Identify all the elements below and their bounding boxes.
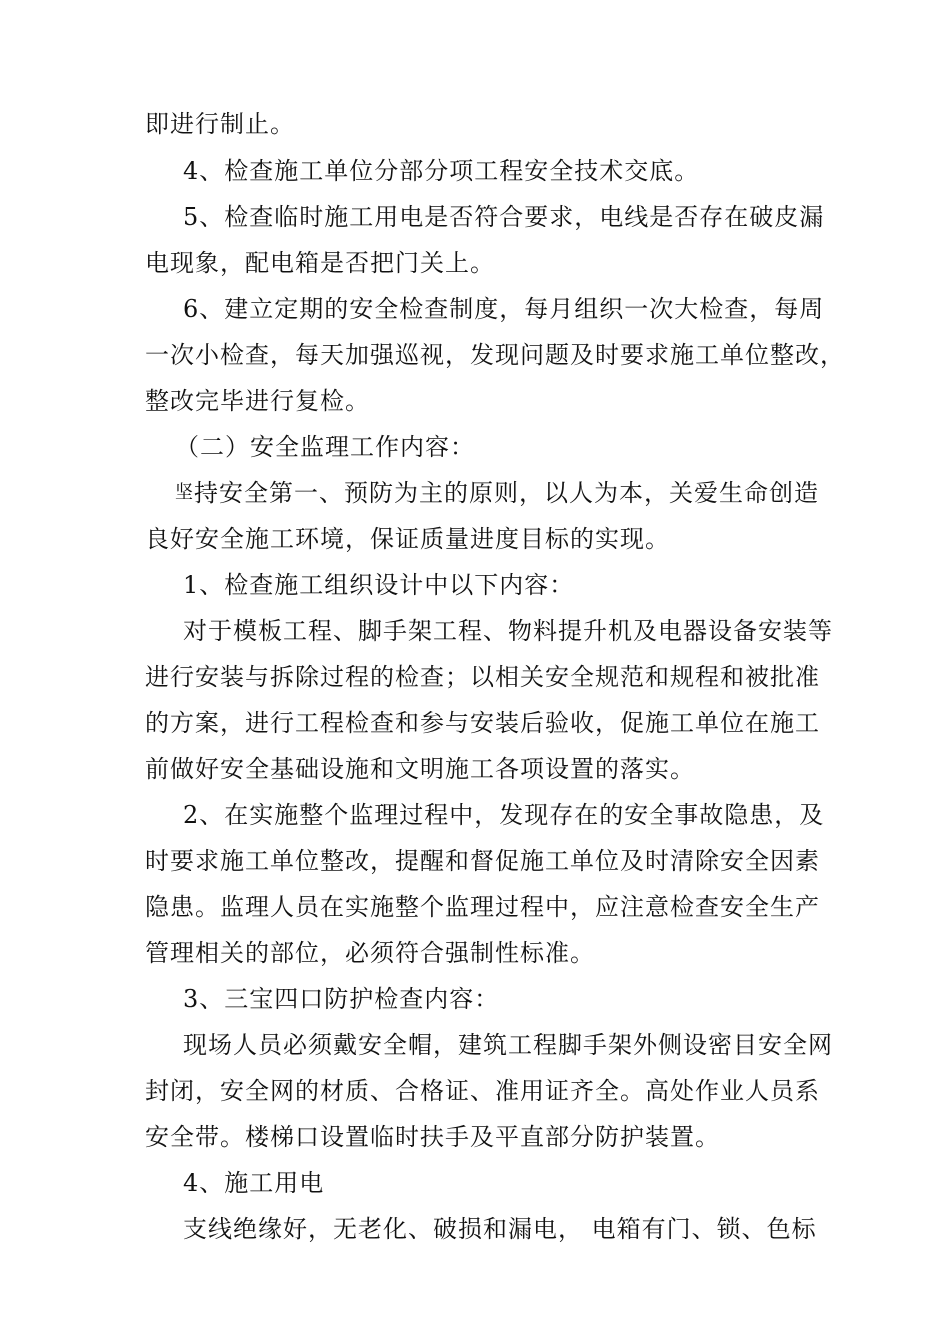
text-line: 5、检查临时施工用电是否符合要求，电线是否存在破皮漏 — [183, 203, 825, 231]
text-line: 时要求施工单位整改，提醒和督促施工单位及时清除安全因素 — [145, 847, 820, 875]
text-line: 3、三宝四口防护检查内容： — [183, 985, 500, 1013]
text-line: 一次小检查，每天加强巡视，发现问题及时要求施工单位整改， — [145, 341, 845, 369]
text-line: 隐患。监理人员在实施整个监理过程中，应注意检查安全生产 — [145, 893, 820, 921]
text-line: 管理相关的部位，必须符合强制性标准。 — [145, 939, 595, 967]
text-line: 对于模板工程、脚手架工程、物料提升机及电器设备安装等 — [183, 617, 833, 645]
text-line: 封闭，安全网的材质、合格证、准用证齐全。高处作业人员系 — [145, 1077, 820, 1105]
text-line: 4、检查施工单位分部分项工程安全技术交底。 — [183, 157, 700, 185]
text-line: 的方案，进行工程检查和参与安装后验收，促施工单位在施工 — [145, 709, 820, 737]
text-line: 前做好安全基础设施和文明施工各项设置的落实。 — [145, 755, 695, 783]
section-heading: （二）安全监理工作内容： — [175, 433, 475, 461]
text-line: 进行安装与拆除过程的检查；以相关安全规范和规程和被批准 — [145, 663, 820, 691]
text-line: 电现象，配电箱是否把门关上。 — [145, 249, 495, 277]
text-line: 良好安全施工环境，保证质量进度目标的实现。 — [145, 525, 670, 553]
text-line: 持安全第一、预防为主的原则，以人为本，关爱生命创造 — [194, 479, 819, 507]
text-line: 安全带。楼梯口设置临时扶手及平直部分防护装置。 — [145, 1123, 720, 1151]
text-line-lead-glyph: 坚 — [175, 482, 194, 503]
text-line: 即进行制止。 — [145, 110, 295, 138]
text-line: 1、检查施工组织设计中以下内容： — [183, 571, 575, 599]
text-line: 整改完毕进行复检。 — [145, 387, 370, 415]
text-line: 现场人员必须戴安全帽，建筑工程脚手架外侧设密目安全网 — [183, 1031, 833, 1059]
text-line: 2、在实施整个监理过程中，发现存在的安全事故隐患，及 — [183, 801, 825, 829]
text-line: 支线绝缘好，无老化、破损和漏电， 电箱有门、锁、色标 — [183, 1215, 817, 1243]
text-line: 6、建立定期的安全检查制度，每月组织一次大检查，每周 — [183, 295, 825, 323]
text-line: 4、施工用电 — [183, 1169, 325, 1197]
